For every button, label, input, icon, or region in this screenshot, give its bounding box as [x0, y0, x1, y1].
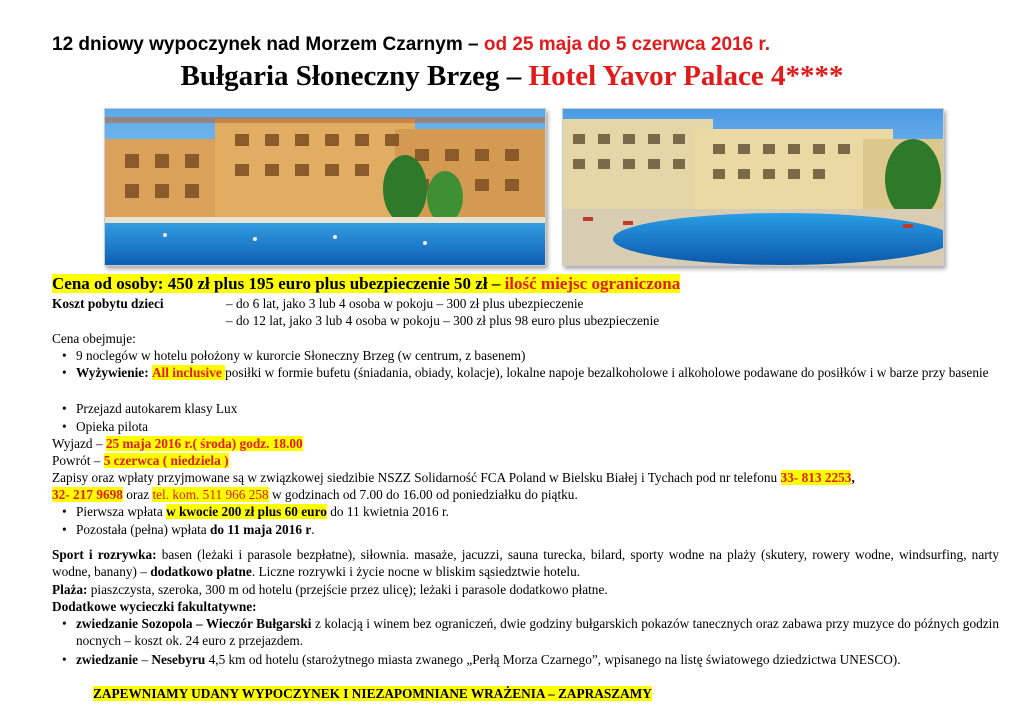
offer-dates: od 25 maja do 5 czerwca 2016 r.	[483, 34, 771, 55]
trip-nesebar	[76, 651, 999, 668]
trip-nesebar-dash: –	[138, 652, 152, 667]
hotel-photo-right	[562, 108, 944, 266]
limited-places-note: ilość miejsc ograniczona	[504, 274, 681, 293]
phone-tychy: 32- 217 9698	[52, 487, 123, 502]
payment-rest-label: Pozostała (pełna) wpłata	[76, 522, 211, 537]
departure-line	[52, 435, 303, 452]
office-hours: w godzinach od 7.00 do 16.00 od poniedziałku do piątku.	[268, 487, 578, 502]
sport-paid-note: dodatkowo płatne	[150, 564, 252, 579]
hotel-photo-left	[104, 108, 546, 266]
trips-heading: Dodatkowe wycieczki fakultatywne:	[52, 599, 257, 614]
payment-first-deadline: do 11 kwietnia 2016 r.	[326, 504, 450, 519]
payment-first	[76, 503, 996, 520]
closing-slogan	[93, 685, 652, 702]
hotel-name: Hotel Yavor Palace 4****	[528, 60, 844, 92]
all-inclusive-badge: All inclusive	[151, 365, 226, 380]
signup-text: Zapisy oraz wpłaty przyjmowane są w związkowej siedzibie NSZZ Solidarność FCA Poland w Bielsku Białej i Tychach pod nr telefonu	[52, 470, 781, 485]
payment-rest-deadline: do 11 maja 2016 r	[210, 522, 312, 537]
signup-line-1	[52, 469, 855, 486]
offer-subtitle	[52, 34, 770, 56]
departure-date: 25 maja 2016 r.( środa) godz. 18.00	[105, 436, 303, 451]
payment-rest-period: .	[311, 522, 315, 537]
payment-first-label: Pierwsza wpłata	[76, 504, 167, 519]
trip-sozopol-text: z kolacją i winem bez ograniczeń, dwie godziny bułgarskich pokazów tanecznych oraz zabawa przy muzyce do późnych godzin nocnych – koszt ok. 24 euro z przejazdem.	[76, 616, 999, 648]
signup-line-2	[52, 486, 578, 503]
trip-nesebar-place: Nesebyru	[151, 652, 206, 667]
includes-item-accommodation-text: 9 noclegów w hotelu położony w kurorcie Słoneczny Brzeg (w centrum, z basenem)	[76, 348, 526, 363]
sport-nightlife: . Liczne rozrywki i życie nocne w bliskim sąsiedztwie hotelu.	[251, 564, 581, 579]
mobile-phone: tel. kom. 511 966 258	[152, 487, 269, 502]
includes-item-guide	[76, 418, 996, 435]
return-label: Powrót –	[52, 453, 104, 468]
meals-label: Wyżywienie:	[76, 365, 149, 380]
includes-item-accommodation	[76, 347, 996, 364]
offer-subtitle-main: 12 dniowy wypoczynek nad Morzem Czarnym	[52, 34, 463, 55]
beach-label: Plaża:	[52, 582, 88, 597]
closing-slogan-text: ZAPEWNIAMY UDANY WYPOCZYNEK I NIEZAPOMNIANE WRAŻENIA – ZAPRASZAMY	[93, 686, 652, 701]
includes-item-meals	[76, 364, 999, 381]
sport-text: basen (leżaki i parasole bezpłatne), siłownia. masaże, jacuzzi, sauna turecka, bilard, sporty wodne na plaży (skutery, rowery wodne, windsurfing, narty wodne, banany) –	[52, 547, 1000, 579]
signup-and: oraz	[122, 487, 153, 502]
trip-sozopol	[76, 615, 999, 649]
children-cost-row-1: – do 6 lat, jako 3 lub 4 osoba w pokoju – 300 zł plus ubezpieczenie	[226, 296, 584, 311]
meals-description: posiłki w formie bufetu (śniadania, obiady, kolacje), lokalne napoje bezalkoholowe i alkoholowe podawane do posiłków i w barze przy basenie	[225, 365, 989, 380]
beach-text: piaszczysta, szeroka, 300 m od hotelu (przejście przez ulicę); leżaki i parasole dodatkowo płatne.	[87, 582, 608, 597]
includes-item-guide-text: Opieka pilota	[76, 419, 149, 434]
price-line	[52, 274, 680, 294]
trip-sozopol-label: zwiedzanie Sozopola – Wieczór Bułgarski	[76, 616, 312, 631]
trip-nesebar-label: zwiedzanie	[76, 652, 139, 667]
includes-heading: Cena obejmuje:	[52, 331, 136, 346]
includes-item-transport	[76, 400, 996, 417]
destination-title: Bułgaria Słoneczny Brzeg –	[180, 60, 529, 92]
phone-separator: ,	[851, 470, 855, 485]
children-cost-row-2: – do 12 lat, jako 3 lub 4 osoba w pokoju – 300 zł plus 98 euro plus ubezpieczenie	[226, 313, 660, 328]
payment-first-amount: w kwocie 200 zł plus 60 euro	[166, 504, 327, 519]
beach-line	[52, 581, 608, 598]
departure-label: Wyjazd –	[52, 436, 106, 451]
offer-title	[0, 60, 1024, 93]
return-date: 5 czerwca ( niedziela )	[103, 453, 229, 468]
trip-nesebar-text: 4,5 km od hotelu (starożytnego miasta zwanego „Perłą Morza Czarnego”, wpisanego na listę światowego dziedzictwa UNESCO).	[205, 652, 901, 667]
return-line	[52, 452, 229, 469]
sport-label: Sport i rozrywka:	[52, 547, 157, 562]
includes-item-transport-text: Przejazd autokarem klasy Lux	[76, 401, 238, 416]
children-cost-label: Koszt pobytu dzieci	[52, 296, 164, 311]
price-main: Cena od osoby: 450 zł plus 195 euro plus ubezpieczenie 50 zł –	[52, 274, 505, 293]
offer-subtitle-dash: –	[462, 34, 484, 55]
payment-rest	[76, 521, 996, 538]
phone-bielsko: 33- 813 2253	[780, 470, 852, 485]
sport-paragraph	[52, 546, 999, 580]
